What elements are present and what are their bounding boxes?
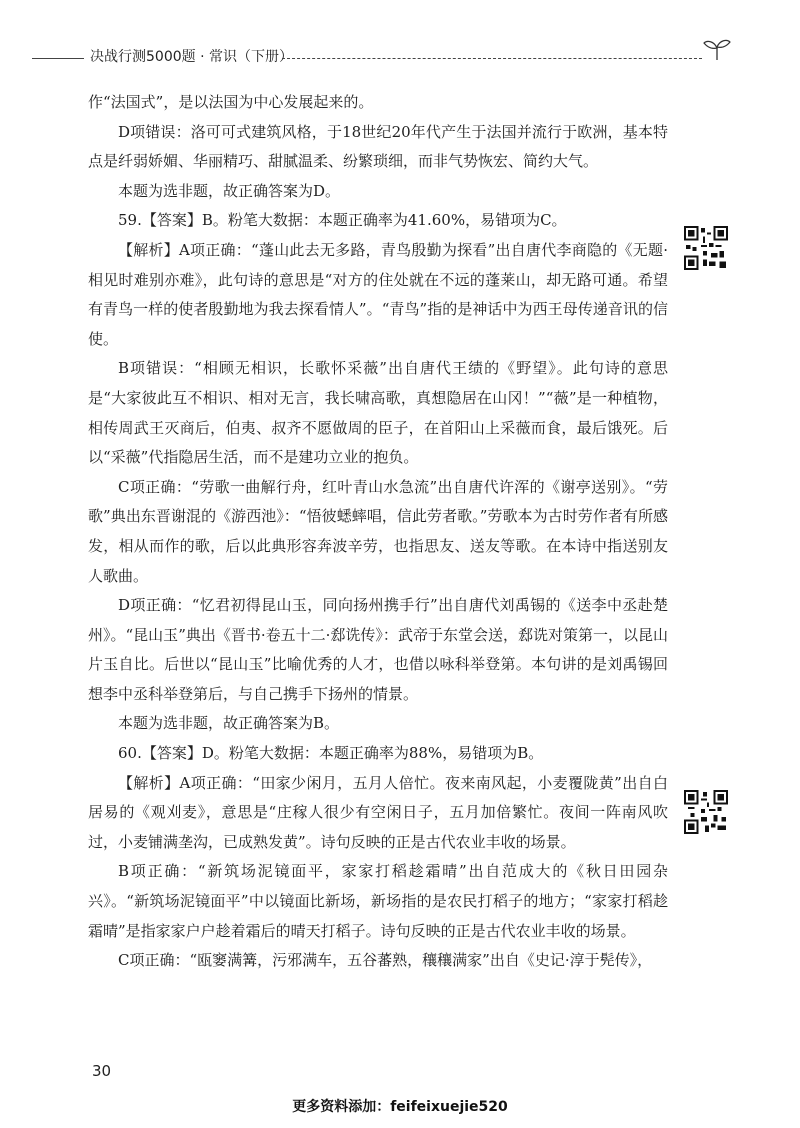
footer-contact: 更多资料添加：feifeixuejie520 [292,1099,508,1115]
answer-60: 60.【答案】D。粉笔大数据：本题正确率为88%，易错项为B。 [118,744,544,763]
paragraph: C项正确：“瓯窭满篝，污邪满车，五谷蕃熟，穰穰满家”出自《史记·淳于髡传》， [118,951,653,970]
sprout-icon [702,38,732,62]
paragraph: C项正确：“劳歌一曲解行舟，红叶青山水急流”出自唐代许浑的《谢亭送别》。“劳歌”典出东晋谢混的《游西池》：“悟彼蟋蟀唱，信此劳者歌。”劳歌本为古时劳作者有所感发，相从而作的歌，后以此典形容奔波辛劳，也指思友、送友等歌。在本诗中指送别友人歌曲。 [88,477,668,585]
analysis-60: 【解析】A项正确：“田家少闲月，五月人倍忙。夜来南风起，小麦覆陇黄”出自白居易的《观刈麦》，意思是“庄稼人很少有空闲日子，五月加倍繁忙。夜间一阵南风吹过，小麦铺满垄沟，已成熟发黄”。诗句反映的正是古代农业丰收的场景。 [88,773,668,851]
paragraph: 本题为选非题，故正确答案为D。 [118,181,341,200]
paragraph: D项正确：“忆君初得昆山玉，同向扬州携手行”出自唐代刘禹锡的《送李中丞赴楚州》。“昆山玉”典出《晋书·卷五十二·郄诜传》：武帝于东堂会送，郄诜对策第一，以昆山片玉自比。后世以“昆山玉”比喻优秀的人才，也借以咏科举登第。本句讲的是刘禹锡回想李中丞科举登第后，与自己携手下扬州的情景。 [88,596,668,703]
paragraph: 作“法国式”，是以法国为中心发展起来的。 [88,93,374,111]
page-number: 30 [92,1062,112,1080]
analysis-59: 【解析】A项正确：“蓬山此去无多路，青鸟殷勤为探看”出自唐代李商隐的《无题·相见时难别亦难》，此句诗的意思是“对方的住处就在不远的蓬莱山，却无路可通。希望有青鸟一样的使者殷勤地为我去探看情人”。“青鸟”指的是神话中为西王母传递音讯的信使。 [88,240,668,348]
paragraph: B项正确：“新筑场泥镜面平，家家打稻趁霜晴”出自范成大的《秋日田园杂兴》。“新筑场泥镜面平”中以镜面比新场，新场指的是农民打稻子的地方；“家家打稻趁霜晴”是指家家户户趁着霜后的晴天打稻子。诗句反映的正是古代农业丰收的场景。 [88,862,668,940]
paragraph: B项错误：“相顾无相识，长歌怀采薇”出自唐代王绩的《野望》。此句诗的意思是“大家彼此互不相识、相对无言，我长啸高歌，真想隐居在山冈！”“薇”是一种植物，相传周武王灭商后，伯夷、叔齐不愿做周的臣子，在首阳山上采薇而食，最后饿死。后以“采薇”代指隐居生活，而不是建功立业的抱负。 [88,359,668,467]
header-rule-right [282,58,702,59]
header-rule-left [32,58,84,59]
page-body [88,88,668,976]
answer-59: 59.【答案】B。粉笔大数据：本题正确率为41.60%，易错项为C。 [118,211,567,230]
paragraph: 本题为选非题，故正确答案为B。 [118,714,340,733]
running-header [0,44,800,70]
qr-code-icon[interactable] [684,790,728,834]
paragraph: D项错误：洛可可式建筑风格，于18世纪20年代产生于法国并流行于欧洲，基本特点是纤弱娇媚、华丽精巧、甜腻温柔、纷繁琐细，而非气势恢宏、简约大气。 [88,122,668,171]
book-title: 决战行测5000题 · 常识（下册） [90,49,293,65]
qr-code-icon[interactable] [684,226,728,270]
